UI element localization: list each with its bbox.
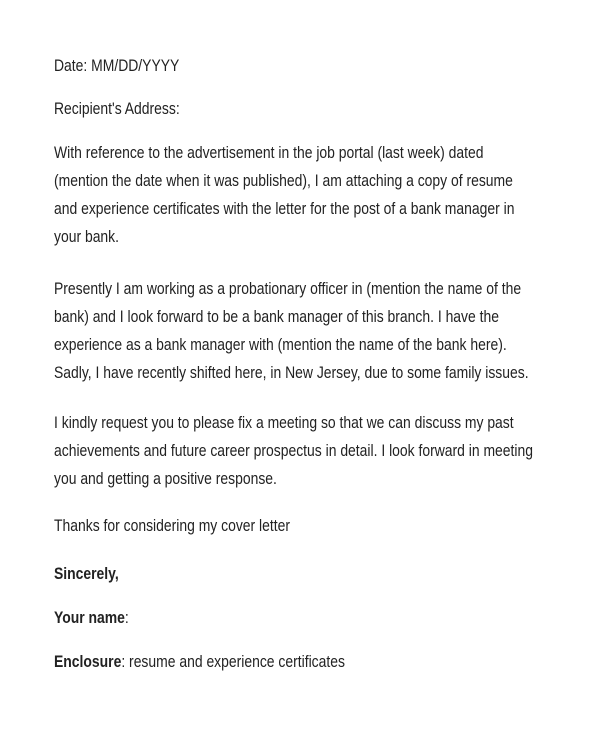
date-line: Date: MM/DD/YYYY	[54, 57, 180, 75]
name-label: Your name	[54, 609, 125, 627]
closing-salutation: Sincerely,	[54, 565, 119, 583]
paragraph-line: Presently I am working as a probationary officer in (mention the name of the	[54, 280, 522, 298]
paragraph-line: With reference to the advertisement in the job portal (last week) dated	[54, 144, 484, 162]
enclosure-label: Enclosure	[54, 653, 122, 671]
paragraph-line: achievements and future career prospectus in detail. I look forward in meeting	[54, 442, 533, 460]
name-line	[54, 605, 129, 631]
paragraph-line: you and getting a positive response.	[54, 470, 277, 488]
paragraph-line: experience as a bank manager with (mention the name of the bank here).	[54, 336, 507, 354]
paragraph-line: bank) and I look forward to be a bank manager of this branch. I have the	[54, 308, 499, 326]
paragraph-request	[54, 409, 533, 493]
enclosure-line	[54, 649, 345, 675]
paragraph-line: your bank.	[54, 228, 120, 246]
paragraph-line: I kindly request you to please fix a meeting so that we can discuss my past	[54, 414, 514, 432]
paragraph-line: (mention the date when it was published), I am attaching a copy of resume	[54, 172, 513, 190]
paragraph-experience	[54, 275, 529, 387]
paragraph-line: and experience certificates with the letter for the post of a bank manager in	[54, 200, 515, 218]
paragraph-reference	[54, 139, 514, 251]
paragraph-line: Sadly, I have recently shifted here, in New Jersey, due to some family issues.	[54, 364, 529, 382]
recipient-address-line: Recipient's Address:	[54, 100, 180, 118]
enclosure-value: : resume and experience certificates	[121, 653, 345, 671]
name-suffix: :	[124, 609, 129, 627]
thanks-line: Thanks for considering my cover letter	[54, 517, 290, 535]
